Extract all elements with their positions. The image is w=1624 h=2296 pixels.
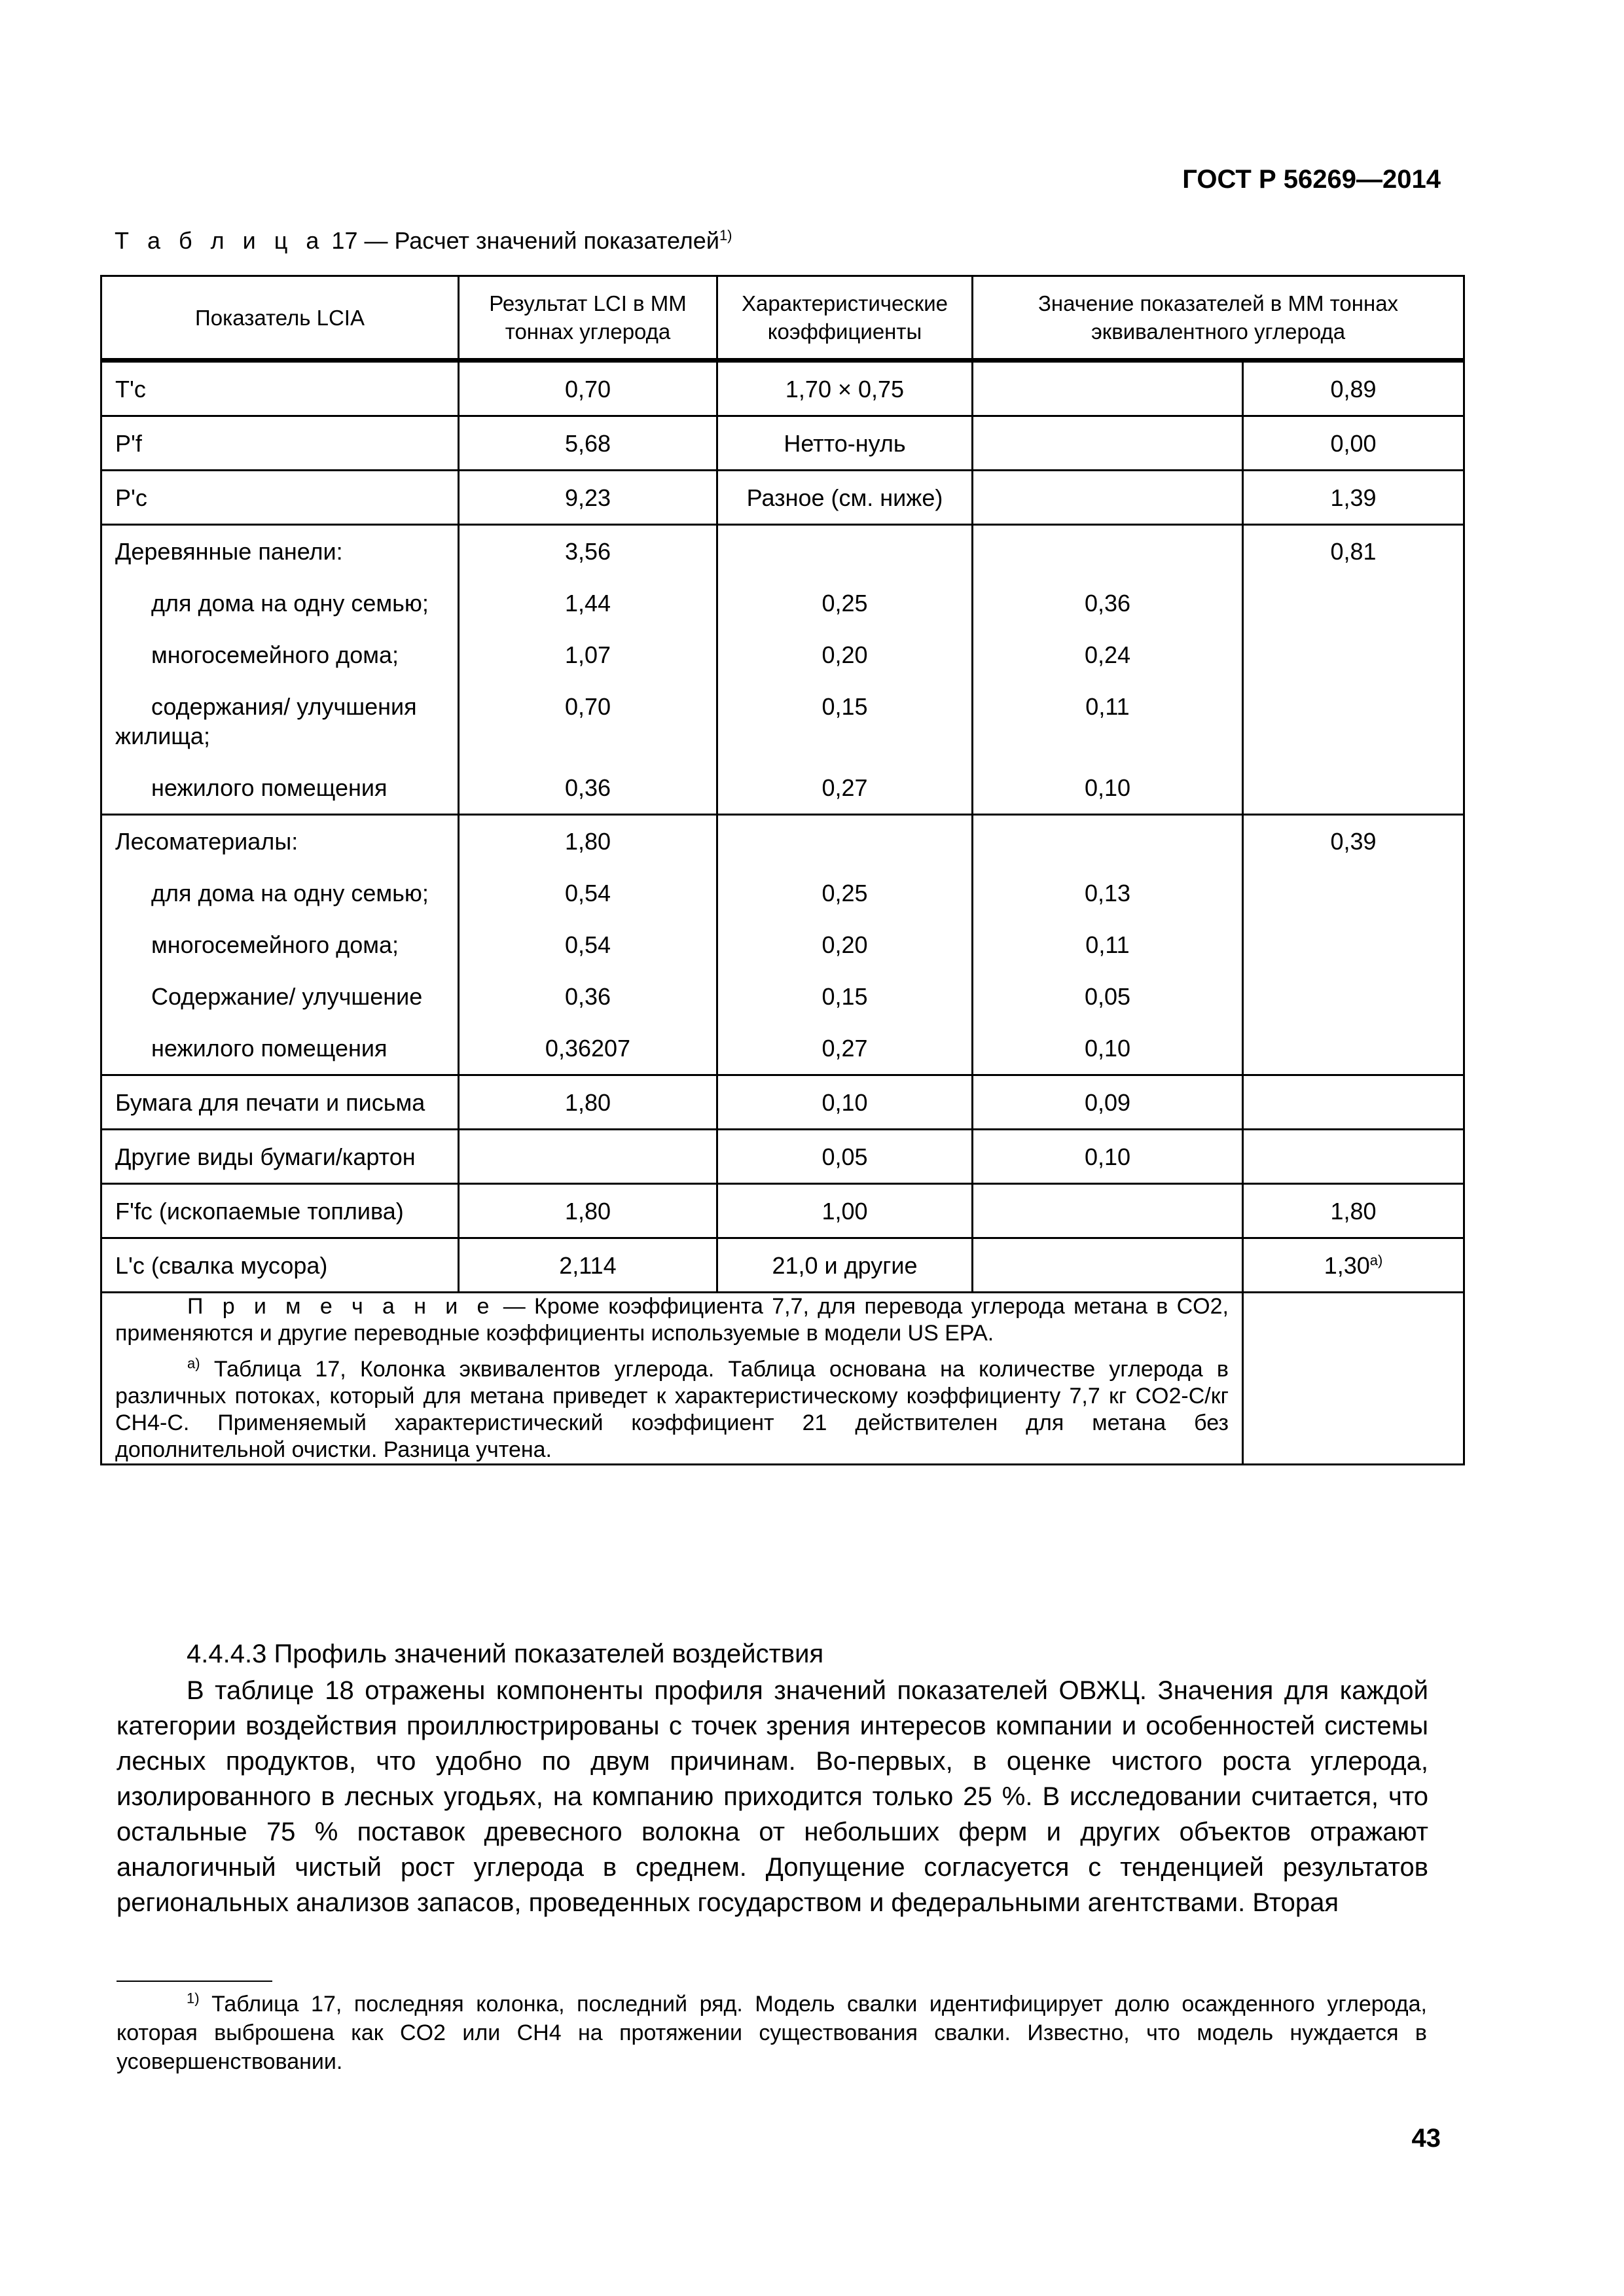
- cell-indicator: [101, 971, 459, 1022]
- caption-footnote-mark: 1): [719, 227, 732, 243]
- note-footnote-text: Таблица 17, Колонка эквивалентов углерода. Таблица основана на количестве углерода в различных потоках, который для метана приведет к характеристическому коэффициенту 7,7 кг CO2-C/кг CH4-C. Применяемый характеристический коэффициент 21 действителен для метана без дополнительной очистки. Разница учтена.: [115, 1357, 1229, 1462]
- table-row: [101, 577, 1464, 629]
- table-row: [101, 1238, 1464, 1293]
- table-row: [101, 867, 1464, 919]
- cell-subvalue: 0,05: [973, 971, 1243, 1022]
- cell-total: [1243, 577, 1464, 629]
- table-row: [101, 1075, 1464, 1130]
- cell-total: [1243, 762, 1464, 815]
- cell-coefficient: 21,0 и другие: [717, 1238, 973, 1293]
- cell-lci-result: 0,36: [459, 762, 717, 815]
- caption-text: 17 — Расчет значений показателей: [331, 227, 719, 254]
- cell-indicator: Лесоматериалы:: [101, 815, 459, 868]
- cell-lci-result: 0,36207: [459, 1022, 717, 1075]
- table-row: [101, 681, 1464, 762]
- sub-indicator-label: для дома на одну семью;: [151, 590, 429, 617]
- cell-total: [1243, 867, 1464, 919]
- header-lci-result: Результат LCI в ММ тоннах углерода: [459, 276, 717, 361]
- cell-indicator: Другие виды бумаги/картон: [101, 1130, 459, 1184]
- table-row: [101, 762, 1464, 815]
- cell-lci-result: 1,80: [459, 1075, 717, 1130]
- cell-coefficient: 1,70 × 0,75: [717, 361, 973, 416]
- cell-coefficient: 0,27: [717, 762, 973, 815]
- standard-number: ГОСТ Р 56269—2014: [1182, 165, 1441, 194]
- cell-indicator: F'fc (ископаемые топлива): [101, 1184, 459, 1238]
- cell-lci-result: 9,23: [459, 471, 717, 525]
- cell-coefficient: 0,25: [717, 577, 973, 629]
- table-row: [101, 416, 1464, 471]
- cell-subvalue: 0,11: [973, 681, 1243, 762]
- cell-subvalue: 0,10: [973, 1022, 1243, 1075]
- cell-subvalue: 0,09: [973, 1075, 1243, 1130]
- cell-coefficient: 0,15: [717, 681, 973, 762]
- cell-subvalue: [973, 1238, 1243, 1293]
- footnote-divider: [117, 1981, 272, 1982]
- page-number: 43: [1411, 2124, 1441, 2153]
- table-row: [101, 919, 1464, 971]
- sub-indicator-label: для дома на одну семью;: [151, 880, 429, 906]
- cell-total: [1243, 681, 1464, 762]
- cell-total: [1243, 629, 1464, 681]
- cell-indicator: [101, 629, 459, 681]
- sub-indicator-label: нежилого помещения: [151, 1035, 388, 1062]
- cell-lci-result: 1,44: [459, 577, 717, 629]
- table-header-row: [101, 276, 1464, 361]
- table-row: [101, 525, 1464, 578]
- cell-subvalue: [973, 471, 1243, 525]
- cell-total-value: 1,30: [1324, 1251, 1370, 1279]
- section-heading: 4.4.4.3 Профиль значений показателей воздействия: [187, 1640, 824, 1668]
- cell-coefficient: 0,15: [717, 971, 973, 1022]
- cell-subvalue: [973, 361, 1243, 416]
- cell-indicator: [101, 867, 459, 919]
- cell-total: 0,39: [1243, 815, 1464, 868]
- cell-indicator: [101, 919, 459, 971]
- body-paragraph: В таблице 18 отражены компоненты профиля значений показателей ОВЖЦ. Значения для каждой категории воздействия проиллюстрированы с точек зрения интересов компании и особенностей системы лесных продуктов, что удобно по двум причинам. Во-первых, в оценке чистого роста углерода, изолированного в лесных угодьях, на компанию приходится только 25 %. В исследовании считается, что остальные 75 % поставок древесного волокна от небольших ферм и других объектов отражают аналогичный чистый рост углерода в среднем. Допущение согласуется с тенденцией результатов региональных анализов запасов, проведенных государством и федеральными агентствами. Вторая: [117, 1676, 1428, 1917]
- cell-coefficient: 1,00: [717, 1184, 973, 1238]
- cell-lci-result: 0,70: [459, 361, 717, 416]
- cell-indicator: Бумага для печати и письма: [101, 1075, 459, 1130]
- cell-lci-result: 2,114: [459, 1238, 717, 1293]
- table-note: [101, 1293, 1243, 1465]
- cell-indicator: T'c: [101, 361, 459, 416]
- cell-total: [1243, 1130, 1464, 1184]
- cell-subvalue: 0,11: [973, 919, 1243, 971]
- cell-indicator: Деревянные панели:: [101, 525, 459, 578]
- cell-indicator: P'f: [101, 416, 459, 471]
- cell-coefficient: [717, 815, 973, 868]
- footnote-text: Таблица 17, последняя колонка, последний ряд. Модель свалки идентифицирует долю осажденного углерода, которая выброшена как CO2 или CH4 на протяжении существования свалки. Известно, что модель нуждается в усовершенствовании.: [117, 1992, 1427, 2074]
- sub-indicator-label: содержания/ улучшения жилища;: [115, 693, 417, 749]
- header-indicator-value: Значение показателей в ММ тоннах эквивалентного углерода: [973, 276, 1464, 361]
- cell-coefficient: 0,27: [717, 1022, 973, 1075]
- sub-indicator-label: Содержание/ улучшение: [151, 983, 423, 1010]
- cell-coefficient: 0,05: [717, 1130, 973, 1184]
- cell-lci-result: 1,80: [459, 1184, 717, 1238]
- cell-lci-result: 0,54: [459, 919, 717, 971]
- cell-lci-result: 1,80: [459, 815, 717, 868]
- cell-coefficient: 0,10: [717, 1075, 973, 1130]
- cell-subvalue: [973, 815, 1243, 868]
- cell-total: [1243, 1075, 1464, 1130]
- footnote-mark: 1): [187, 1990, 200, 2007]
- cell-lci-result: 0,36: [459, 971, 717, 1022]
- cell-total: [1243, 971, 1464, 1022]
- cell-subvalue: 0,13: [973, 867, 1243, 919]
- caption-label: Т а б л и ц а: [115, 227, 325, 254]
- cell-subvalue: [973, 416, 1243, 471]
- cell-total: 0,81: [1243, 525, 1464, 578]
- note-text: — Кроме коэффициента 7,7, для перевода углерода метана в CO2, применяются и другие переводные коэффициенты используемые в модели US EPA.: [115, 1294, 1229, 1346]
- table-row: [101, 815, 1464, 868]
- cell-coefficient: 0,25: [717, 867, 973, 919]
- note-empty-cell: [1243, 1293, 1464, 1465]
- cell-subvalue: 0,10: [973, 762, 1243, 815]
- cell-indicator: [101, 1022, 459, 1075]
- cell-total: [1243, 919, 1464, 971]
- cell-lci-result: 0,54: [459, 867, 717, 919]
- table-row: [101, 361, 1464, 416]
- table-note-row: [101, 1293, 1464, 1465]
- cell-subvalue: [973, 525, 1243, 578]
- cell-total: [1243, 1238, 1464, 1293]
- table-row: [101, 971, 1464, 1022]
- cell-indicator: [101, 577, 459, 629]
- cell-lci-result: 3,56: [459, 525, 717, 578]
- cell-subvalue: 0,10: [973, 1130, 1243, 1184]
- cell-coefficient: 0,20: [717, 629, 973, 681]
- sub-indicator-label: нежилого помещения: [151, 774, 388, 801]
- note-label: П р и м е ч а н и е: [187, 1294, 495, 1319]
- cell-subvalue: 0,24: [973, 629, 1243, 681]
- cell-coefficient: 0,20: [717, 919, 973, 971]
- table-caption: [115, 227, 732, 255]
- table-row: [101, 471, 1464, 525]
- cell-indicator: P'c: [101, 471, 459, 525]
- cell-total: 0,89: [1243, 361, 1464, 416]
- table-row: [101, 1130, 1464, 1184]
- cell-total: 1,80: [1243, 1184, 1464, 1238]
- cell-coefficient: Нетто-нуль: [717, 416, 973, 471]
- cell-lci-result: [459, 1130, 717, 1184]
- cell-total: 0,00: [1243, 416, 1464, 471]
- table-row: [101, 1022, 1464, 1075]
- cell-indicator: [101, 762, 459, 815]
- header-indicator: Показатель LCIA: [101, 276, 459, 361]
- cell-total: 1,39: [1243, 471, 1464, 525]
- cell-coefficient: [717, 525, 973, 578]
- cell-footnote-mark: а): [1369, 1251, 1383, 1268]
- indicator-table: [100, 275, 1465, 1465]
- cell-subvalue: [973, 1184, 1243, 1238]
- cell-subvalue: 0,36: [973, 577, 1243, 629]
- table-row: [101, 1184, 1464, 1238]
- cell-indicator: [101, 681, 459, 762]
- table-row: [101, 629, 1464, 681]
- cell-total: [1243, 1022, 1464, 1075]
- cell-indicator: L'c (свалка мусора): [101, 1238, 459, 1293]
- cell-lci-result: 1,07: [459, 629, 717, 681]
- sub-indicator-label: многосемейного дома;: [151, 641, 399, 668]
- page-footnote: [117, 1990, 1427, 2076]
- cell-coefficient: Разное (см. ниже): [717, 471, 973, 525]
- cell-lci-result: 0,70: [459, 681, 717, 762]
- cell-lci-result: 5,68: [459, 416, 717, 471]
- header-coefficients: Характеристические коэффициенты: [717, 276, 973, 361]
- sub-indicator-label: многосемейного дома;: [151, 931, 399, 958]
- note-footnote-mark: а): [187, 1355, 200, 1372]
